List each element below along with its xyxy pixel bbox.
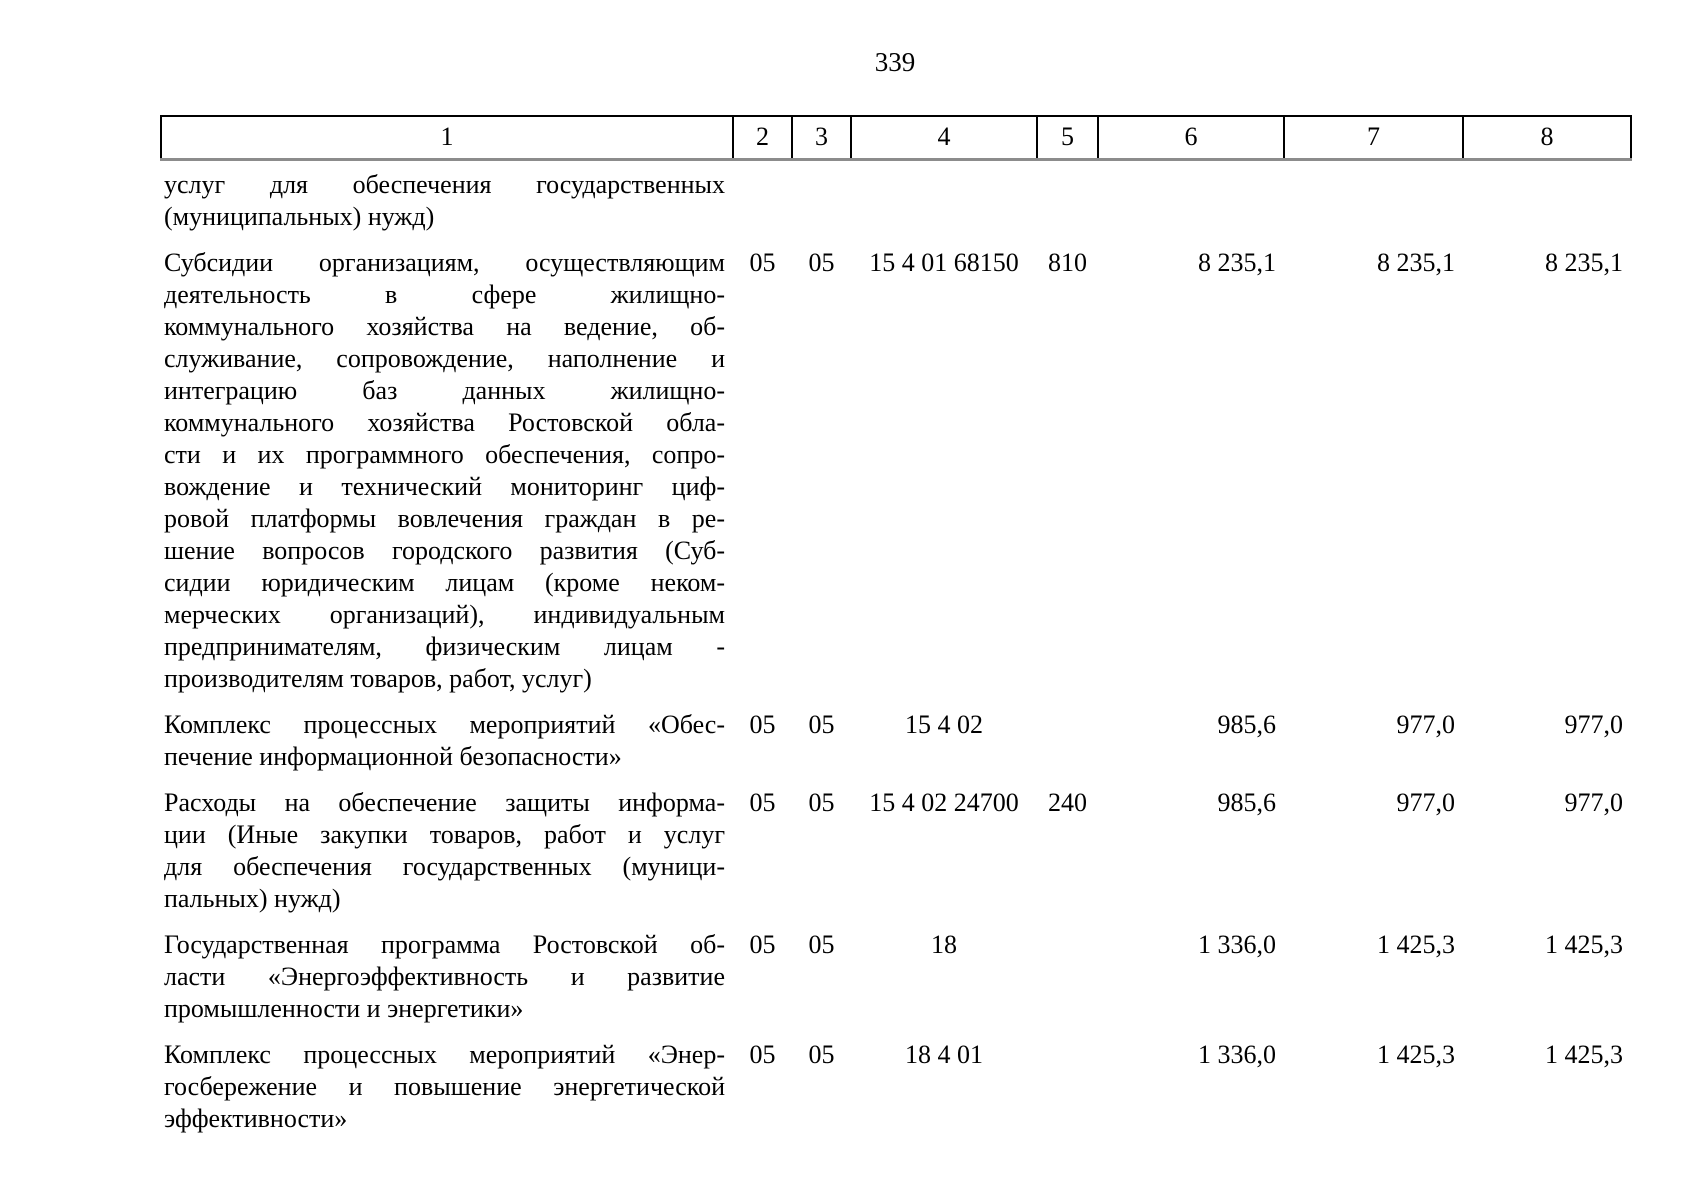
- row-value-cell-col7: 1 425,3: [1377, 1040, 1455, 1069]
- table-row: [161, 233, 1631, 695]
- row-value-cell-col6: 1 336,0: [1198, 1040, 1276, 1069]
- row-name-line: ции (Иные закупки товаров, работ и услуг: [164, 820, 725, 849]
- row-value-cell-col4: 15 4 02 24700: [869, 788, 1019, 817]
- table-row: [161, 695, 1631, 773]
- row-name-line: для обеспечения государственных (муници-: [164, 852, 725, 881]
- row-name-line: Комплекс процессных мероприятий «Обес-: [164, 710, 725, 739]
- table-header-row: [161, 116, 1631, 160]
- row-name-line: услуг для обеспечения государственных: [164, 170, 725, 199]
- row-name-cell: [161, 773, 733, 915]
- row-value-cell-col2: 05: [749, 930, 776, 959]
- table-body: [161, 160, 1631, 1136]
- row-name-line: предпринимателям, физическим лицам -: [164, 632, 725, 661]
- page-number: 339: [874, 47, 916, 77]
- row-name-line: (муниципальных) нужд): [164, 202, 435, 231]
- row-value-cell-col8: 977,0: [1564, 710, 1623, 739]
- row-value-cell-col3: 05: [808, 710, 835, 739]
- row-value-cell-col6: [1098, 160, 1284, 234]
- row-value-cell-col4: [851, 160, 1037, 234]
- row-value-cell-col6: 8 235,1: [1198, 248, 1276, 277]
- row-value-cell-col8: 1 425,3: [1545, 1040, 1623, 1069]
- column-header-6: 6: [1098, 116, 1284, 160]
- row-value-cell-col2: 05: [749, 1040, 776, 1069]
- row-name-line: печение информационной безопасности»: [164, 742, 622, 771]
- row-value-cell-col6: 1 336,0: [1198, 930, 1276, 959]
- row-value-cell-col7: 977,0: [1396, 788, 1455, 817]
- row-name-line: деятельность в сфере жилищно-: [164, 280, 725, 309]
- row-name-line: мерческих организаций), индивидуальным: [164, 600, 725, 629]
- row-value-cell-col8: 8 235,1: [1545, 248, 1623, 277]
- row-value-cell-col5: 240: [1048, 788, 1087, 817]
- table-row: [161, 160, 1631, 234]
- table-row: [161, 915, 1631, 1025]
- table-row: [161, 1025, 1631, 1135]
- row-value-cell-col4: 15 4 02: [905, 710, 983, 739]
- row-name-line: служивание, сопровождение, наполнение и: [164, 344, 725, 373]
- row-name-line: Государственная программа Ростовской об-: [164, 930, 725, 959]
- row-value-cell-col6: 985,6: [1217, 788, 1276, 817]
- column-header-4: 4: [851, 116, 1037, 160]
- row-value-cell-col3: 05: [808, 930, 835, 959]
- row-value-cell-col7: 1 425,3: [1377, 930, 1455, 959]
- budget-table: [160, 115, 1632, 1135]
- row-value-cell-col8: 977,0: [1564, 788, 1623, 817]
- row-value-cell-col2: 05: [749, 710, 776, 739]
- row-value-cell-col8: 1 425,3: [1545, 930, 1623, 959]
- table-row: [161, 773, 1631, 915]
- row-value-cell-col4: 18: [931, 930, 957, 959]
- row-value-cell-col5: [1037, 915, 1098, 1025]
- row-name-line: интеграцию баз данных жилищно-: [164, 376, 725, 405]
- row-value-cell-col2: [733, 160, 792, 234]
- row-name-line: вождение и технический мониторинг циф-: [164, 472, 725, 501]
- row-name-cell: [161, 915, 733, 1025]
- row-value-cell-col7: [1284, 160, 1463, 234]
- row-name-line: ласти «Энергоэффективность и развитие: [164, 962, 725, 991]
- row-value-cell-col5: [1037, 160, 1098, 234]
- column-header-7: 7: [1284, 116, 1463, 160]
- row-name-line: промышленности и энергетики»: [164, 994, 524, 1023]
- row-value-cell-col2: 05: [749, 788, 776, 817]
- row-name-line: Субсидии организациям, осуществляющим: [164, 248, 725, 277]
- row-value-cell-col4: 15 4 01 68150: [869, 248, 1019, 277]
- column-header-1: 1: [161, 116, 733, 160]
- row-value-cell-col6: 985,6: [1217, 710, 1276, 739]
- row-name-cell: [161, 160, 733, 234]
- row-name-line: госбережение и повышение энергетической: [164, 1072, 725, 1101]
- row-name-cell: [161, 1025, 733, 1135]
- row-value-cell-col3: 05: [808, 248, 835, 277]
- row-value-cell-col3: [792, 160, 851, 234]
- row-value-cell-col3: 05: [808, 788, 835, 817]
- row-name-cell: [161, 695, 733, 773]
- row-value-cell-col3: 05: [808, 1040, 835, 1069]
- column-header-5: 5: [1037, 116, 1098, 160]
- row-name-line: сидии юридическим лицам (кроме неком-: [164, 568, 725, 597]
- row-name-line: коммунального хозяйства на ведение, об-: [164, 312, 725, 341]
- row-value-cell-col7: 8 235,1: [1377, 248, 1455, 277]
- row-name-line: Расходы на обеспечение защиты информа-: [164, 788, 725, 817]
- row-name-line: производителям товаров, работ, услуг): [164, 664, 592, 693]
- row-name-line: коммунального хозяйства Ростовской обла-: [164, 408, 725, 437]
- column-header-2: 2: [733, 116, 792, 160]
- row-name-line: ровой платформы вовлечения граждан в ре-: [164, 504, 725, 533]
- column-header-3: 3: [792, 116, 851, 160]
- row-value-cell-col8: [1463, 160, 1631, 234]
- row-name-line: эффективности»: [164, 1104, 348, 1133]
- row-name-line: шение вопросов городского развития (Суб-: [164, 536, 725, 565]
- row-name-line: Комплекс процессных мероприятий «Энер-: [164, 1040, 725, 1069]
- column-header-8: 8: [1463, 116, 1631, 160]
- row-value-cell-col4: 18 4 01: [905, 1040, 983, 1069]
- row-name-cell: [161, 233, 733, 695]
- row-name-line: пальных) нужд): [164, 884, 341, 913]
- row-value-cell-col2: 05: [749, 248, 776, 277]
- row-value-cell-col5: [1037, 695, 1098, 773]
- row-value-cell-col5: 810: [1048, 248, 1087, 277]
- row-name-line: сти и их программного обеспечения, сопро-: [164, 440, 725, 469]
- row-value-cell-col7: 977,0: [1396, 710, 1455, 739]
- row-value-cell-col5: [1037, 1025, 1098, 1135]
